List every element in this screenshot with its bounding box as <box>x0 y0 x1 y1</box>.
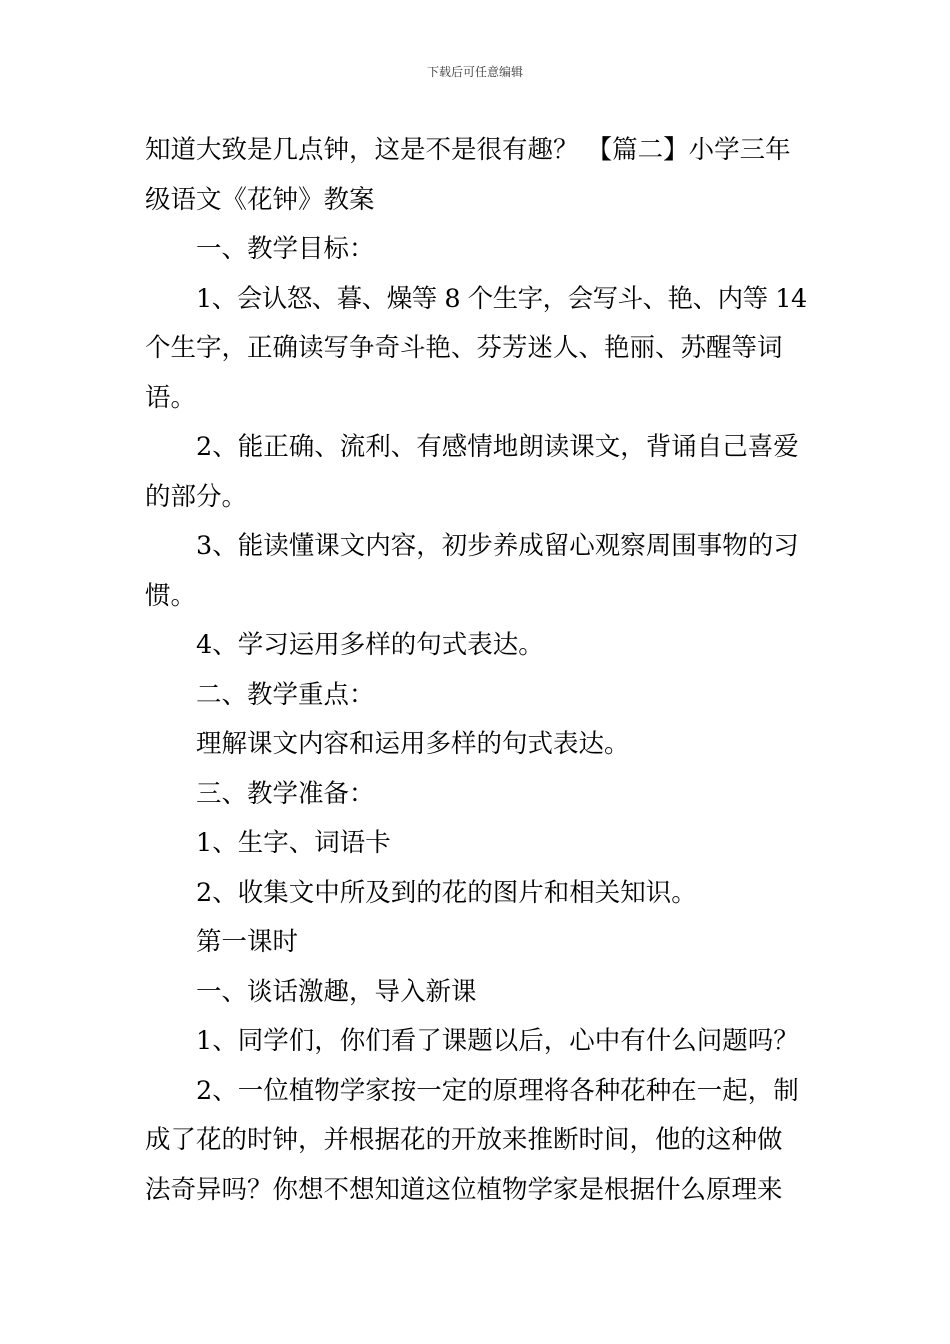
focus-text <box>145 720 809 770</box>
text-line: 4、学习运用多样的句式表达。 <box>196 630 544 660</box>
text-line: 一、谈话激趣，导入新课 <box>196 976 477 1007</box>
goal-item-4 <box>145 621 809 671</box>
text-line: 一、教学目标： <box>196 234 375 264</box>
section-1-item-2 <box>145 1067 809 1216</box>
section-1-item-1 <box>145 1017 809 1067</box>
text-line: 法奇异吗？你想不想知道这位植物学家是根据什么原理来 <box>145 1174 783 1205</box>
document-body <box>145 126 809 1215</box>
text-line: 语。 <box>145 382 197 413</box>
text-line: 三、教学准备： <box>196 778 375 809</box>
text-line: 2、能正确、流利、有感情地朗读课文，背诵自己喜爱 <box>196 432 799 462</box>
text-line: 1、同学们，你们看了课题以后，心中有什么问题吗？ <box>196 1026 799 1056</box>
text-line: 1、会认怒、暮、燥等 8 个生字，会写斗、艳、内等 14 <box>196 283 807 314</box>
goal-item-2 <box>145 423 809 522</box>
heading-first-lesson <box>145 918 809 968</box>
goal-item-3 <box>145 522 809 621</box>
text-line: 惯。 <box>145 580 197 611</box>
heading-section-1 <box>145 968 809 1018</box>
text-line: 2、一位植物学家按一定的原理将各种花种在一起，制 <box>196 1075 799 1106</box>
goal-item-1 <box>145 275 809 424</box>
text-line: 成了花的时钟，并根据花的开放来推断时间，他的这种做 <box>145 1125 783 1155</box>
text-line: 理解课文内容和运用多样的句式表达。 <box>196 729 630 759</box>
preparation-item-2 <box>145 869 809 919</box>
text-line: 2、收集文中所及到的花的图片和相关知识。 <box>196 877 697 908</box>
heading-teaching-goals <box>145 225 809 275</box>
text-line: 知道大致是几点钟，这是不是很有趣？ 【篇二】小学三年 <box>145 135 791 165</box>
preparation-item-1 <box>145 819 809 869</box>
paragraph-intro-continuation <box>145 126 809 225</box>
text-line: 1、生字、词语卡 <box>196 828 391 858</box>
page-header: 下载后可任意编辑 <box>426 65 523 79</box>
text-line: 第一课时 <box>196 927 299 957</box>
text-line: 级语文《花钟》教案 <box>145 184 375 215</box>
heading-teaching-preparation <box>145 770 809 820</box>
text-line: 3、能读懂课文内容，初步养成留心观察周围事物的习 <box>196 531 799 561</box>
text-line: 个生字，正确读写争奇斗艳、芬芳迷人、艳丽、苏醒等词 <box>145 333 783 363</box>
text-line: 的部分。 <box>145 481 248 512</box>
heading-teaching-focus <box>145 671 809 721</box>
text-line: 二、教学重点： <box>196 679 375 710</box>
